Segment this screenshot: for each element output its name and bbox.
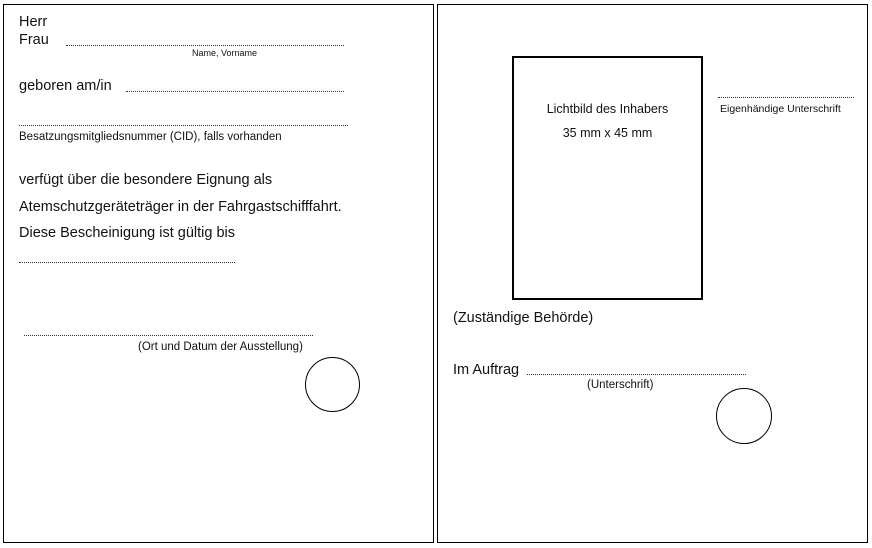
- authority-signature-line[interactable]: [527, 374, 746, 375]
- salutation-herr: Herr: [19, 14, 48, 30]
- cid-line[interactable]: [19, 125, 348, 126]
- place-date-line[interactable]: [24, 335, 313, 336]
- place-date-caption: (Ort und Datum der Ausstellung): [138, 341, 303, 353]
- certificate-right-page: [437, 4, 868, 543]
- cid-label: Besatzungsmitgliedsnummer (CID), falls vorhanden: [19, 131, 282, 143]
- authority-signature-caption: (Unterschrift): [587, 379, 654, 391]
- validity-line[interactable]: [19, 262, 235, 263]
- holder-signature-line[interactable]: [718, 97, 854, 98]
- photo-box: [512, 56, 703, 300]
- authority-label: (Zuständige Behörde): [453, 310, 594, 326]
- validity-label: Diese Bescheinigung ist gültig bis: [19, 225, 236, 241]
- on-behalf-label: Im Auftrag: [453, 362, 520, 378]
- authority-seal-circle: [716, 388, 772, 444]
- born-label: geboren am/in: [19, 78, 112, 94]
- statement-line-1: verfügt über die besondere Eignung als: [19, 172, 273, 188]
- photo-size: 35 mm x 45 mm: [562, 126, 653, 140]
- born-line[interactable]: [126, 91, 344, 92]
- statement-line-2: Atemschutzgeräteträger in der Fahrgastschifffahrt.: [19, 199, 342, 215]
- name-caption: Name, Vorname: [192, 48, 258, 58]
- name-line[interactable]: [66, 45, 344, 46]
- certificate-left-page: [3, 4, 434, 543]
- holder-signature-caption: Eigenhändige Unterschrift: [720, 103, 841, 115]
- photo-label: Lichtbild des Inhabers: [546, 102, 669, 116]
- official-seal-circle: [305, 357, 360, 412]
- salutation-frau: Frau: [19, 32, 49, 48]
